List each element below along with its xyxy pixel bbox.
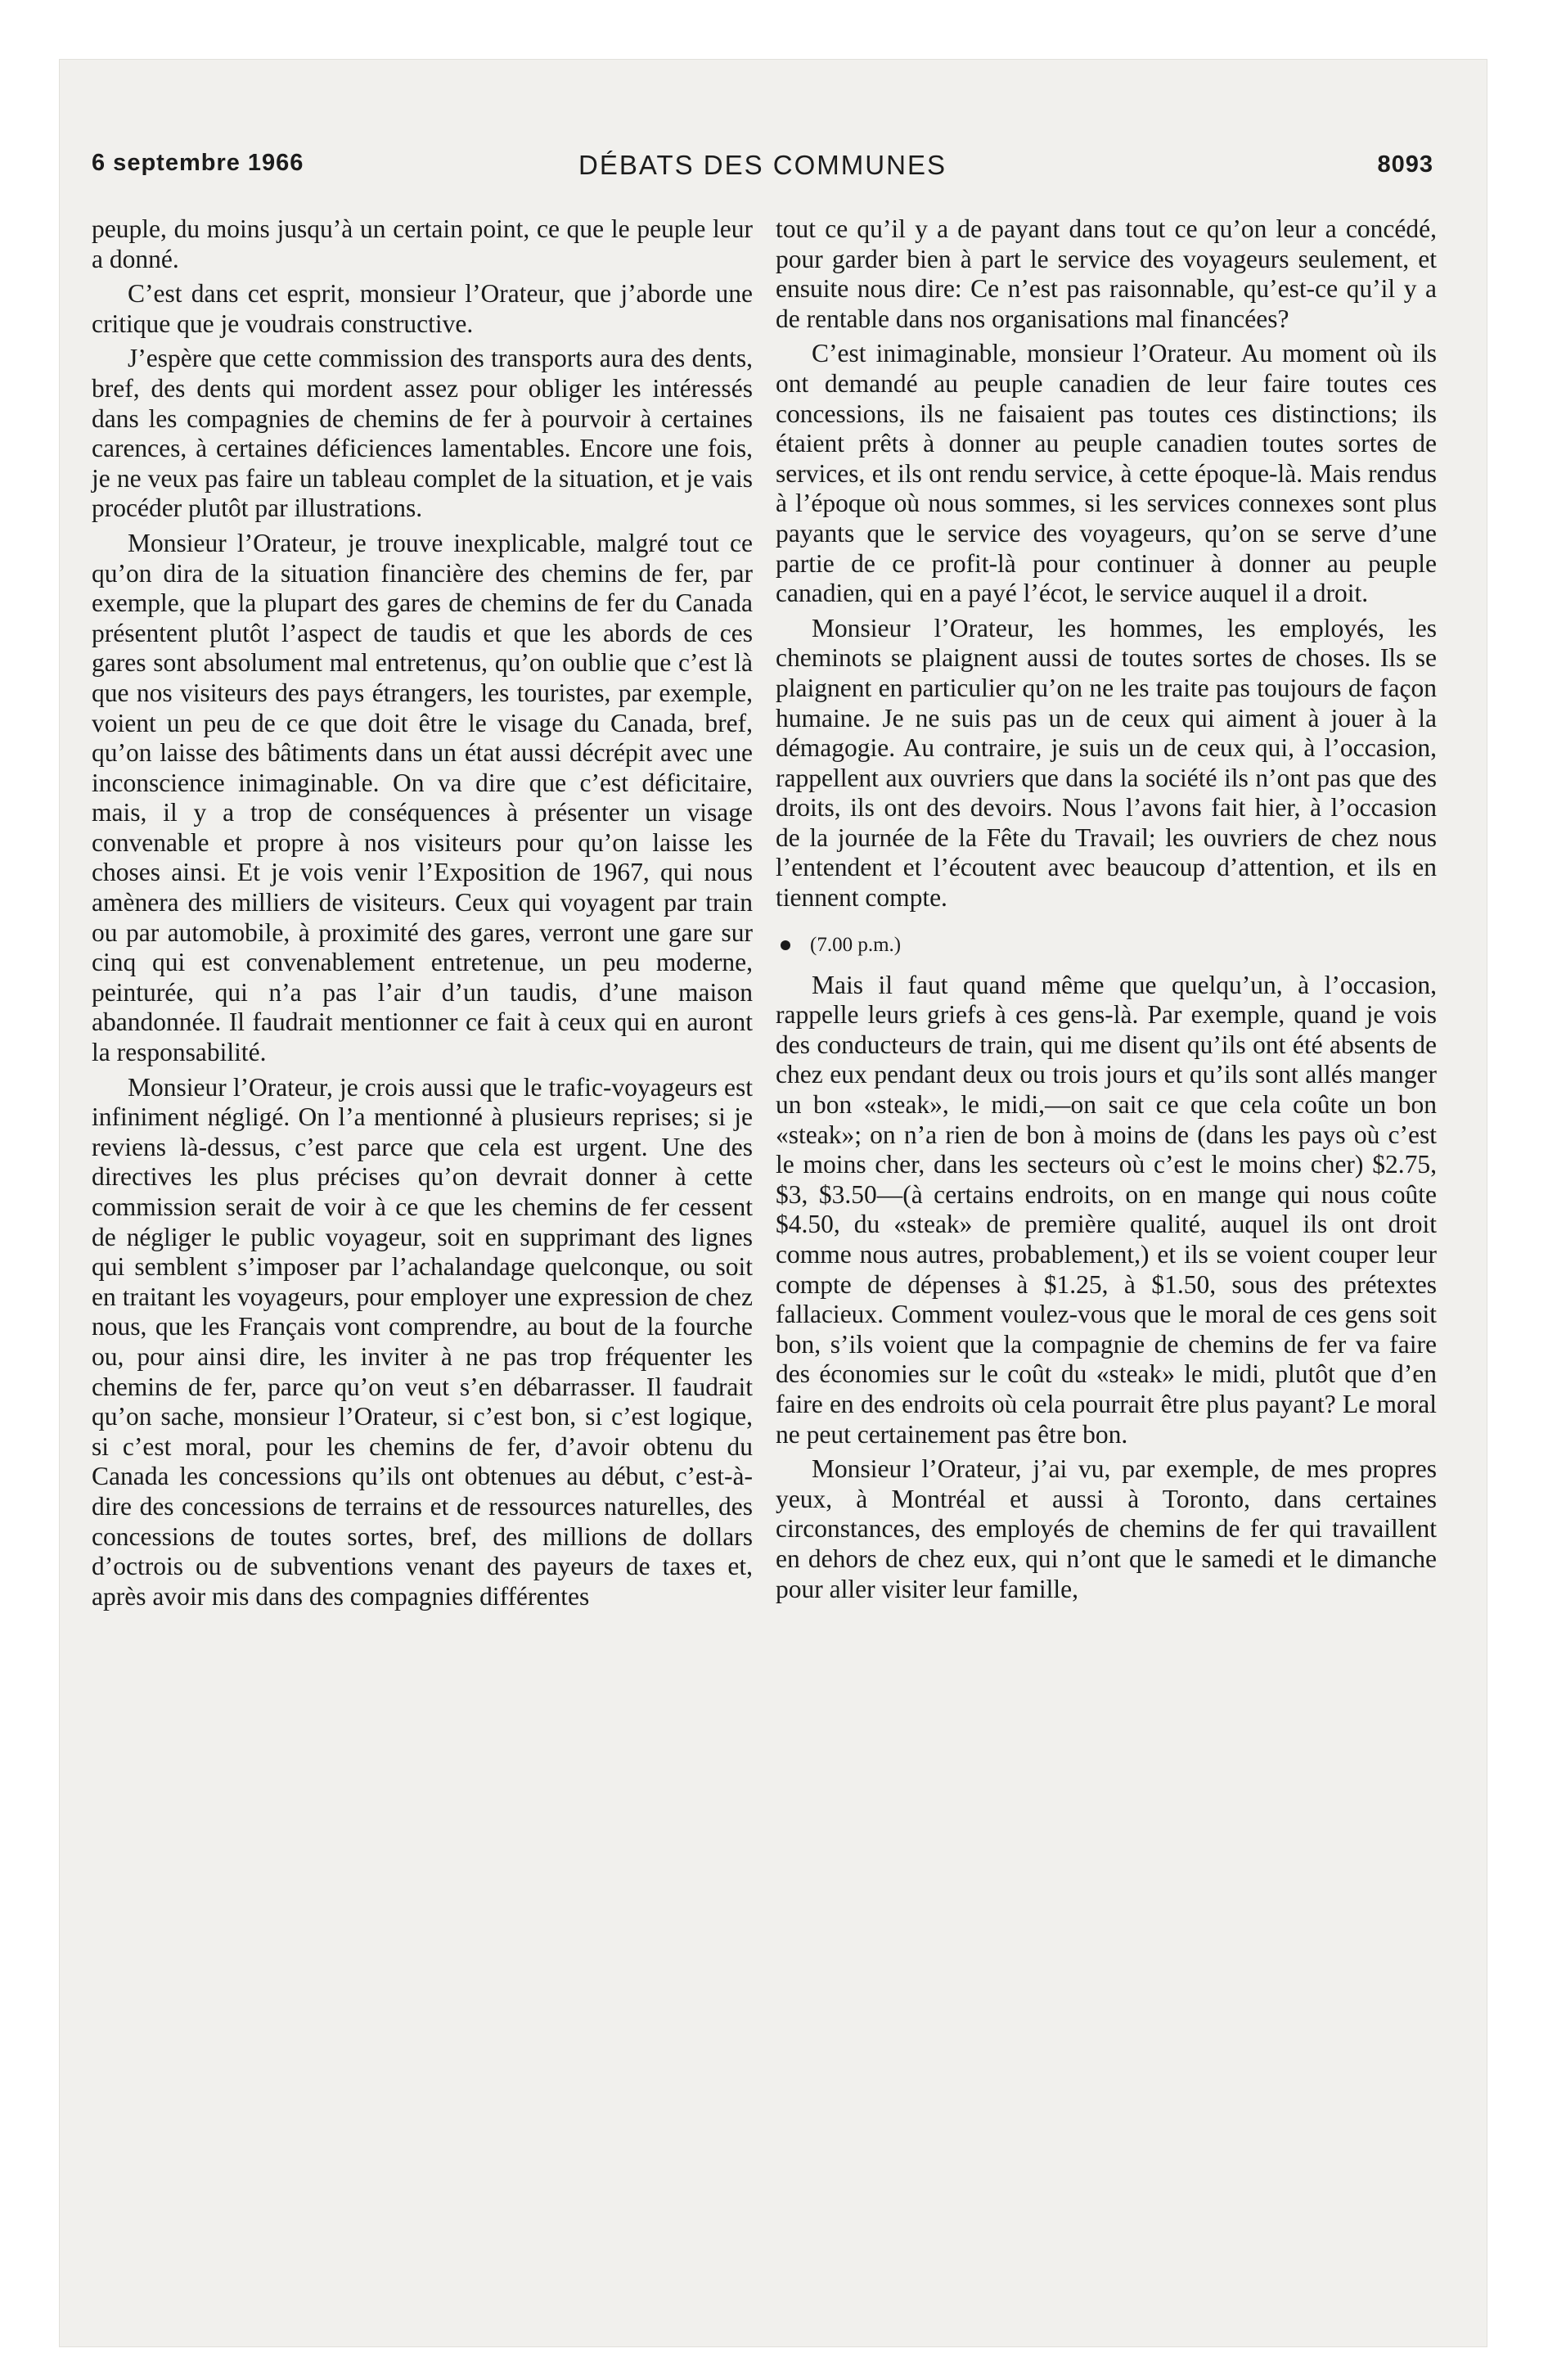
paragraph: Monsieur l’Orateur, je crois aussi que le trafic-voyageurs est infiniment négligé. On l’a mentionné à plusieurs reprises; si je reviens là-dessus, c’est parce que cela est urgent. Une des directives les plus précises qu’on devrait donner à cette commission serait de voir à ce que les chemins de fer cessent de négliger le public voyageur, soit en supprimant des lignes qui semblent s’imposer par l’achalandage quelconque, ou soit en traitant les voyageurs, pour employer une expression de chez nous, que les Français vont comprendre, au bout de la fourche ou, pour ainsi dire, les inviter à ne pas trop fréquenter les chemins de fer, parce qu’on veut s’en débarrasser. Il faudrait qu’on sache, monsieur l’Orateur, si c’est bon, si c’est logique, si c’est moral, pour les chemins de fer, d’avoir obtenu du Canada les concessions qu’ils ont obtenues au début, c’est-à-dire des concessions de terrains et de ressources naturelles, des concessions de toutes sortes, bref, des millions de dollars d’octrois ou de subventions venant des payeurs de taxes et, après avoir mis dans des compagnies différentes <box>92 1072 753 1611</box>
paragraph: C’est dans cet esprit, monsieur l’Orateur, que j’aborde une critique que je voudrais constructive. <box>92 279 753 338</box>
paragraph: J’espère que cette commission des transports aura des dents, bref, des dents qui mordent assez pour obliger les intéressés dans les compagnies de chemins de fer à pourvoir à certaines carences, à certaines déficiences lamentables. Encore une fois, je ne veux pas faire un tableau complet de la situation, et je vais procéder plutôt par illustrations. <box>92 344 753 523</box>
right-column <box>776 214 1437 1609</box>
paragraph: peuple, du moins jusqu’à un certain point, ce que le peuple leur a donné. <box>92 214 753 273</box>
bullet-icon <box>781 940 790 950</box>
page-number: 8093 <box>1377 151 1433 178</box>
time-marker <box>776 933 1437 958</box>
header-title: DÉBATS DES COMMUNES <box>578 150 947 180</box>
paragraph: Monsieur l’Orateur, j’ai vu, par exemple, de mes propres yeux, à Montréal et aussi à Toronto, dans certaines circonstances, des employés de chemins de fer qui travaillent en dehors de chez eux, qui n’ont que le samedi et le dimanche pour aller visiter leur famille, <box>776 1454 1437 1603</box>
paragraph: Mais il faut quand même que quelqu’un, à l’occasion, rappelle leurs griefs à ces gens-là. Par exemple, quand je vois des conducteurs de train, qui me disent qu’ils ont été absents de chez eux pendant deux ou trois jours et qu’ils sont allés manger un bon «steak», le midi,—on sait ce que cela coûte un bon «steak»; on n’a rien de bon à moins de (dans les pays où c’est le moins cher, dans les secteurs où c’est le moins cher) $2.75, $3, $3.50—(à certains endroits, on en mange qui nous coûte $4.50, du «steak» de première qualité, auquel ils ont droit comme nous autres, probablement,) et ils se voient couper leur compte de dépenses à $1.25, à $1.50, sous des prétextes fallacieux. Comment voulez-vous que le moral de ces gens soit bon, s’ils voient que la compagnie de chemins de fer va faire des économies sur le coût du «steak» le midi, plutôt que d’en faire en des endroits où cela pourrait être plus payant? Le moral ne peut certainement pas être bon. <box>776 970 1437 1449</box>
left-column <box>92 214 753 1616</box>
paragraph: Monsieur l’Orateur, les hommes, les employés, les cheminots se plaignent aussi de toutes sortes de choses. Ils se plaignent en particulier qu’on ne les traite pas toujours de façon humaine. Je ne suis pas un de ceux qui aiment à jouer à la démagogie. Au contraire, je suis un de ceux qui, à l’occasion, rappellent aux ouvriers que dans la société ils n’ont pas que des droits, ils ont des devoirs. Nous l’avons fait hier, à l’occasion de la journée de la Fête du Travail; les ouvriers de chez nous l’entendent et l’écoutent avec beaucoup d’attention, et ils en tiennent compte. <box>776 613 1437 913</box>
paragraph: Monsieur l’Orateur, je trouve inexplicable, malgré tout ce qu’on dira de la situation financière des chemins de fer, par exemple, que la plupart des gares de chemins de fer du Canada présentent plutôt l’aspect de taudis et que les abords de ces gares sont absolument mal entretenus, qu’on oublie que c’est là que nos visiteurs des pays étrangers, les touristes, par exemple, voient un peu de ce que doit être le visage du Canada, bref, qu’on laisse des bâtiments dans un état aussi décrépit avec une inconscience inimaginable. On va dire que c’est déficitaire, mais, il y a trop de conséquences à présenter un visage convenable et propre à nos visiteurs pour qu’on laisse les choses ainsi. Et je vois venir l’Exposition de 1967, qui nous amènera des milliers de visiteurs. Ceux qui voyagent par train ou par automobile, à proximité des gares, verront une gare sur cinq qui est convenablement entretenue, un peu moderne, peinturée, qui n’a pas l’air d’un taudis, d’une maison abandonnée. Il faudrait mentionner ce fait à ceux qui en auront la responsabilité. <box>92 528 753 1067</box>
running-head <box>92 150 1433 187</box>
time-marker-text: (7.00 p.m.) <box>810 933 902 956</box>
header-date: 6 septembre 1966 <box>92 150 304 176</box>
paragraph: tout ce qu’il y a de payant dans tout ce qu’on leur a concédé, pour garder bien à part le service des voyageurs seulement, et ensuite nous dire: Ce n’est pas raisonnable, qu’est-ce qu’il y a de rentable dans nos organisations mal financées? <box>776 214 1437 333</box>
paragraph: C’est inimaginable, monsieur l’Orateur. Au moment où ils ont demandé au peuple canadien de leur faire toutes ces concessions, ils ne faisaient pas toutes ces distinctions; ils étaient prêts à donner au peuple canadien toutes sortes de services, et ils ont rendu service, à cette époque-là. Mais rendus à l’époque où nous sommes, si les services connexes sont plus payants que le service des voyageurs, qu’on se serve d’une partie de ce profit-là pour continuer à donner au peuple canadien, qui en a payé l’écot, le service auquel il a droit. <box>776 339 1437 608</box>
